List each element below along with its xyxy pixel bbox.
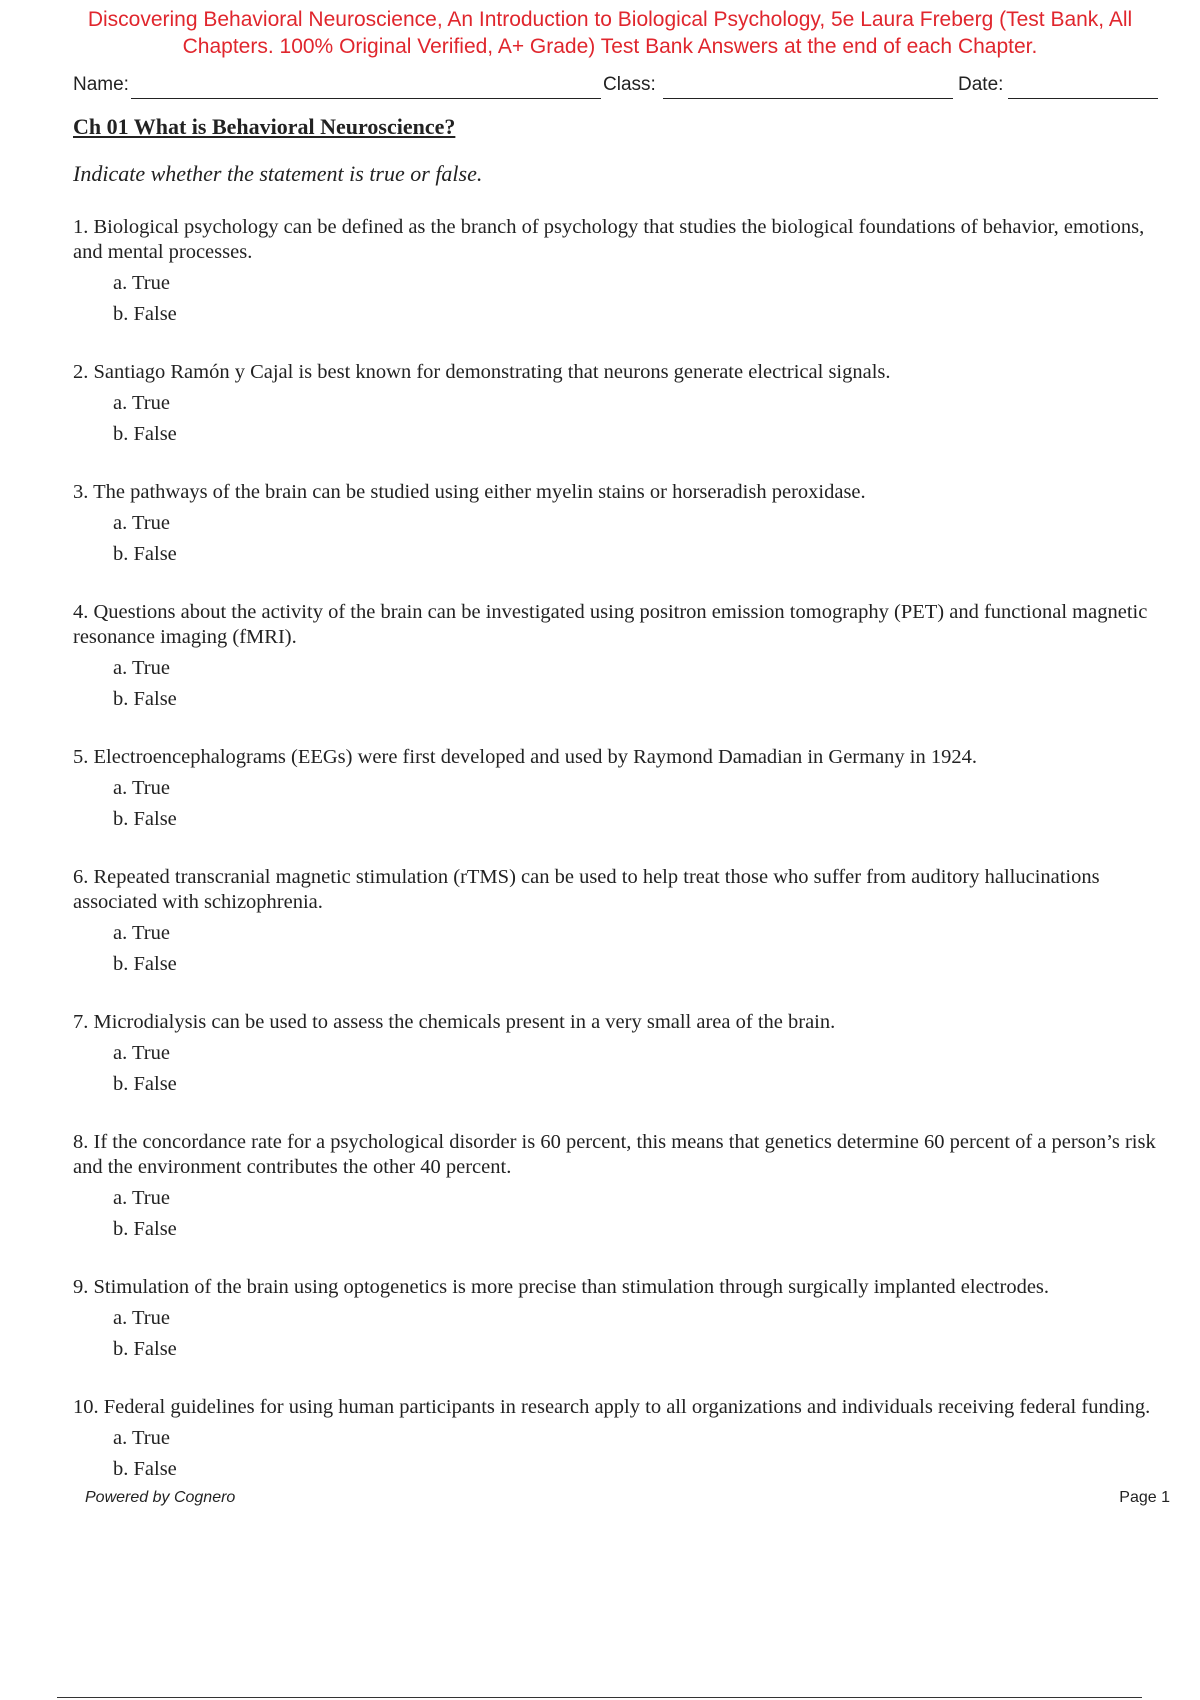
question-text: 1. Biological psychology can be defined as the branch of psychology that studies the biological foundations of behavior, emotions, and mental processes. (73, 216, 1145, 263)
powered-by: Powered by Cognero (85, 1489, 236, 1506)
option-b: b. False (113, 1458, 177, 1480)
instructions: Indicate whether the statement is true or false. (73, 161, 483, 186)
question-list (73, 215, 1168, 1515)
option-a: a. True (113, 1187, 170, 1209)
class-field-line[interactable] (663, 98, 953, 99)
chapter-title: Ch 01 What is Behavioral Neuroscience? (73, 114, 456, 139)
option-b: b. False (113, 1073, 177, 1095)
banner-line-2: Chapters. 100% Original Verified, A+ Grade) Test Bank Answers at the end of each Chapter. (182, 35, 1038, 58)
question-7 (73, 1010, 1168, 1097)
question-10 (73, 1395, 1168, 1482)
document-banner (40, 6, 1180, 60)
option-a: a. True (113, 1427, 170, 1449)
student-info-row (73, 72, 1163, 102)
class-label: Class: (603, 74, 656, 95)
option-b: b. False (113, 953, 177, 975)
question-text: 7. Microdialysis can be used to assess the chemicals present in a very small area of the brain. (73, 1011, 836, 1033)
option-b: b. False (113, 303, 177, 325)
question-2 (73, 360, 1168, 447)
option-b: b. False (113, 1218, 177, 1240)
option-b: b. False (113, 808, 177, 830)
banner-line-1: Discovering Behavioral Neuroscience, An Introduction to Biological Psychology, 5e Laura Freberg (Test Bank, All (87, 8, 1133, 31)
option-a: a. True (113, 512, 170, 534)
question-9 (73, 1275, 1168, 1362)
option-b: b. False (113, 1338, 177, 1360)
question-text: 9. Stimulation of the brain using optogenetics is more precise than stimulation through surgically implanted electrodes. (73, 1276, 1050, 1298)
question-text: 3. The pathways of the brain can be studied using either myelin stains or horseradish peroxidase. (73, 481, 866, 503)
option-a: a. True (113, 272, 170, 294)
option-b: b. False (113, 423, 177, 445)
option-b: b. False (113, 543, 177, 565)
question-3 (73, 480, 1168, 567)
page-number: Page 1 (1119, 1489, 1170, 1506)
option-a: a. True (113, 1042, 170, 1064)
question-text: 4. Questions about the activity of the brain can be investigated using positron emission tomography (PET) and functional magnetic resonance imaging (fMRI). (73, 601, 1148, 648)
name-label: Name: (73, 74, 129, 95)
name-field-line[interactable] (131, 98, 601, 99)
question-8 (73, 1130, 1168, 1242)
question-text: 6. Repeated transcranial magnetic stimulation (rTMS) can be used to help treat those who suffer from auditory hallucinations associated with schizophrenia. (73, 866, 1100, 913)
question-4 (73, 600, 1168, 712)
question-text: 10. Federal guidelines for using human participants in research apply to all organizations and individuals receiving federal funding. (73, 1396, 1151, 1418)
question-text: 5. Electroencephalograms (EEGs) were first developed and used by Raymond Damadian in Germany in 1924. (73, 746, 978, 768)
page-bottom-rule (57, 1697, 1142, 1698)
option-a: a. True (113, 922, 170, 944)
option-a: a. True (113, 657, 170, 679)
option-b: b. False (113, 688, 177, 710)
option-a: a. True (113, 777, 170, 799)
option-a: a. True (113, 392, 170, 414)
date-field-line[interactable] (1008, 98, 1158, 99)
question-1 (73, 215, 1168, 327)
date-label: Date: (958, 74, 1004, 95)
question-5 (73, 745, 1168, 832)
question-6 (73, 865, 1168, 977)
question-text: 2. Santiago Ramón y Cajal is best known for demonstrating that neurons generate electrical signals. (73, 361, 891, 383)
option-a: a. True (113, 1307, 170, 1329)
question-text: 8. If the concordance rate for a psychological disorder is 60 percent, this means that genetics determine 60 percent of a person’s risk and the environment contributes the other 40 percent. (73, 1131, 1156, 1178)
